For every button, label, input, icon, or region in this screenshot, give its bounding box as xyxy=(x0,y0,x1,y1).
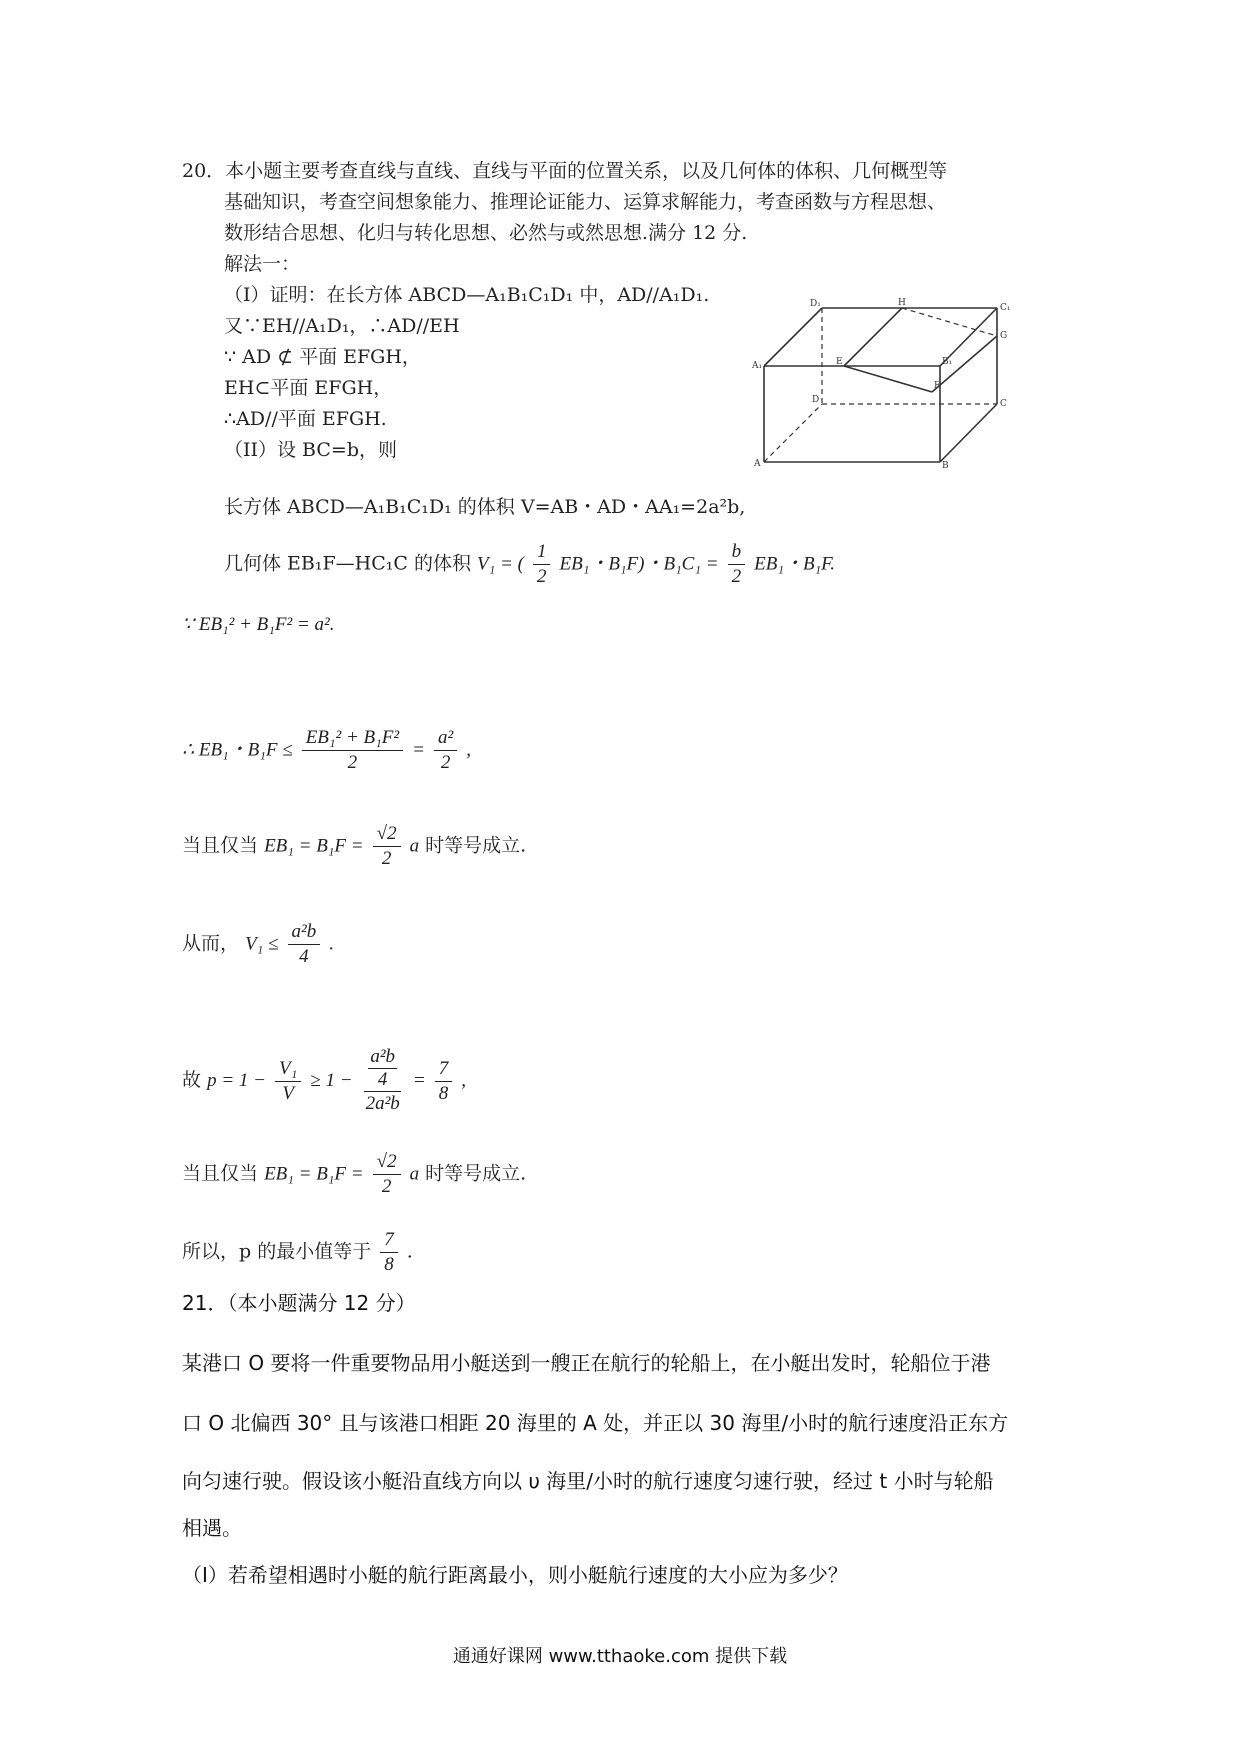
label-h: H xyxy=(898,298,906,308)
q20-header-line2: 基础知识，考查空间想象能力、推理论证能力、运算求解能力，考查函数与方程思想、 xyxy=(224,191,947,213)
v1-formula-c: EB₁・B₁F. xyxy=(754,553,836,575)
q20-equality-line1 xyxy=(182,822,526,871)
q20-header-line3: 数形结合思想、化归与转化思想、必然与或然思想.满分 12 分. xyxy=(224,222,748,244)
q20-volume-line: 长方体 ABCD—A₁B₁C₁D₁ 的体积 V=AB・AD・AA₁=2a²b, xyxy=(224,496,746,518)
eq2-a: a xyxy=(409,1163,420,1185)
p-result-frac: $\frac{7}{8}$ xyxy=(435,1057,453,1106)
eq2-prefix: 当且仅当 xyxy=(182,1162,259,1185)
p-eq: = xyxy=(412,1070,426,1091)
q20-proof-line3: ∵ AD ⊄ 平面 EFGH， xyxy=(224,346,421,368)
label-g: G xyxy=(1000,331,1008,341)
v1-formula-b: EB₁・B₁F)・B₁C₁ = xyxy=(559,553,719,575)
label-a1: A₁ xyxy=(752,361,763,371)
eq1-formula: EB₁ = B₁F = xyxy=(264,835,364,857)
eq2-sqrt-frac: $\frac{√2}{2}$ xyxy=(373,1150,401,1199)
label-b: B xyxy=(942,461,949,471)
p-formula-a: p = 1 − xyxy=(207,1070,266,1091)
therefore-frac2: $\frac{\text{a²}}{2}$ xyxy=(434,726,457,775)
final-text: 所以，p 的最小值等于 xyxy=(182,1240,372,1263)
label-e: E xyxy=(836,357,843,367)
p-end: , xyxy=(461,1070,466,1091)
q20-proof-line2: 又∵EH//A₁D₁，∴AD//EH xyxy=(224,315,460,337)
p-v1-frac: $\frac{\text{V₁}}{V}$ xyxy=(275,1057,301,1106)
q20-part2-line1: （II）设 BC=b，则 xyxy=(224,439,397,461)
label-c: C xyxy=(1000,399,1007,409)
final-frac: $\frac{7}{8}$ xyxy=(380,1228,398,1277)
q21-title: 21．（本小题满分 12 分） xyxy=(182,1291,416,1315)
v1-half-frac: $\frac{1}{2}$ xyxy=(533,540,551,589)
q20-therefore-line xyxy=(182,726,471,775)
thus-prefix: 从而， xyxy=(182,932,240,955)
thus-end: . xyxy=(329,933,334,955)
q21-line2: 口 O 北偏西 30° 且与该港口相距 20 海里的 A 处，并正以 30 海里/小时的航行速度沿正东方 xyxy=(182,1411,1009,1435)
label-f: F xyxy=(934,381,941,391)
p-complex-frac: a²b 4 2a²b xyxy=(365,1046,400,1114)
v1-formula-a: V₁ = ( xyxy=(477,553,524,575)
q20-proof-line1: （I）证明：在长方体 ABCD—A₁B₁C₁D₁ 中，AD//A₁D₁. xyxy=(224,284,710,306)
therefore-eq: = xyxy=(412,739,425,761)
final-end: . xyxy=(406,1240,413,1263)
q20-proof-line4: EH⊂平面 EFGH， xyxy=(224,377,393,399)
q20-equality-line2 xyxy=(182,1150,526,1199)
therefore-end: , xyxy=(466,739,471,761)
q20-because-line: ∵ EB₁² + B₁F² = a². xyxy=(182,614,335,635)
page-footer: 通通好课网 www.tthaoke.com 提供下载 xyxy=(452,1646,788,1667)
eq1-a: a xyxy=(409,835,420,857)
q21-line1: 某港口 O 要将一件重要物品用小艇送到一艘正在航行的轮船上，在小艇出发时，轮船位于港 xyxy=(182,1351,991,1375)
eq1-suffix: 时等号成立. xyxy=(425,834,527,857)
eq2-formula: EB₁ = B₁F = xyxy=(264,1163,364,1185)
q20-header-line1: 20．本小题主要考查直线与直线、直线与平面的位置关系，以及几何体的体积、几何概型等 xyxy=(182,160,948,182)
label-c1: C₁ xyxy=(1000,303,1011,313)
label-d: D xyxy=(812,395,820,405)
label-b1: B₁ xyxy=(942,357,953,367)
label-a: A xyxy=(754,459,761,469)
eq2-suffix: 时等号成立. xyxy=(425,1162,527,1185)
q20-v1-line xyxy=(224,540,835,589)
q21-line4: 相遇。 xyxy=(182,1516,242,1540)
q20-p-line xyxy=(182,1046,466,1116)
q20-proof-line5: ∴AD//平面 EFGH. xyxy=(224,408,387,430)
q21-line3: 向匀速行驶。假设该小艇沿直线方向以 υ 海里/小时的航行速度匀速行驶，经过 t 小时与轮船 xyxy=(182,1469,994,1493)
p-prefix: 故 xyxy=(182,1069,202,1091)
q20-thus-line xyxy=(182,920,334,969)
cuboid-figure xyxy=(752,296,1012,471)
thus-formula: V₁ ≤ xyxy=(245,933,279,955)
q21-part1: （I）若希望相遇时小艇的航行距离最小，则小艇航行速度的大小应为多少？ xyxy=(182,1563,848,1587)
thus-frac: $\frac{\text{a²b}}{4}$ xyxy=(288,920,321,969)
eq1-prefix: 当且仅当 xyxy=(182,834,259,857)
q20-method: 解法一： xyxy=(224,253,301,275)
q20-final-line xyxy=(182,1228,413,1277)
label-d1: D₁ xyxy=(810,299,821,309)
v1-b-frac: $\frac{b}{2}$ xyxy=(728,540,746,589)
therefore-a: ∴ EB₁・B₁F ≤ xyxy=(182,739,293,761)
p-formula-b: ≥ 1 − xyxy=(310,1070,353,1091)
eq1-sqrt-frac: $\frac{√2}{2}$ xyxy=(373,822,401,871)
therefore-frac1: $\frac{\text{EB₁² + B₁F²}}{2}$ xyxy=(302,726,403,775)
v1-prefix: 几何体 EB₁F—HC₁C 的体积 xyxy=(224,552,471,575)
